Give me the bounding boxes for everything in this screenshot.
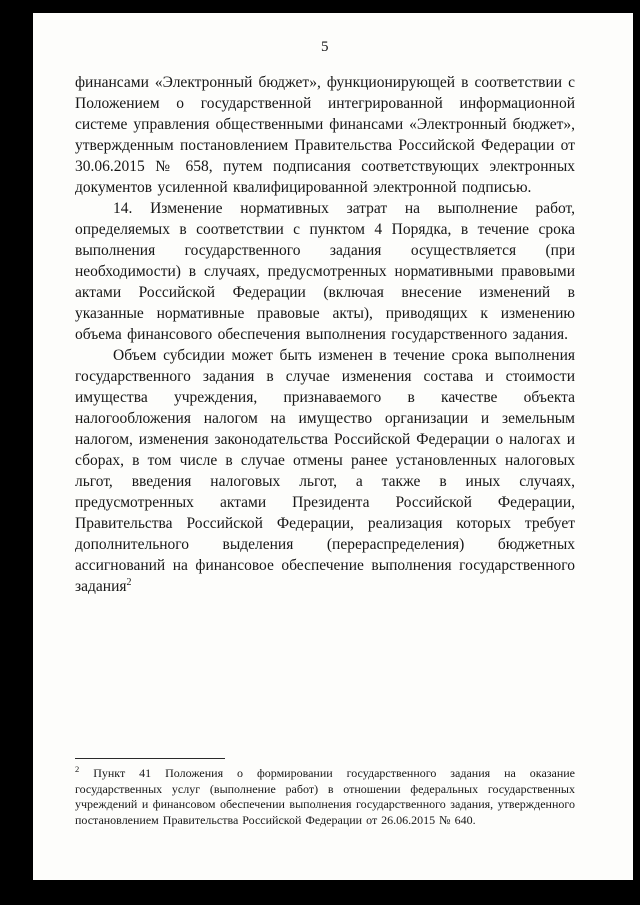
paragraph-text: Объем субсидии может быть изменен в течение срока выполнения государственного задания в случае изменения состава и стоимости имущества учреждения, признаваемого в качестве объекта налогообложения налогом на имущество организации и земельным налогом, изменения законодательства Российской Федерации о налогах и сборах, в том числе в случае отмены ранее установленных налоговых льгот, введения налоговых льгот, а также в иных случаях, предусмотренных актами Президента Российской Федерации, Правительства Российской Федерации, реализация которых требует дополнительного выделения (перераспределения) бюджетных ассигнований на финансовое обеспечение выполнения государственного задания	[75, 347, 575, 595]
paragraph-text: финансами «Электронный бюджет», функционирующей в соответствии с Положением о государственной интегрированной информационной системе управления общественными финансами «Электронный бюджет», утвержденным постановлением Правительства Российской Федерации от 30.06.2015 № 658, путем подписания соответствующих электронных документов усиленной квалифицированной электронной подписью.	[75, 74, 575, 196]
paragraph	[75, 198, 575, 345]
document-body	[75, 72, 575, 597]
document-page	[33, 13, 633, 880]
paragraph	[75, 72, 575, 198]
footnote-paragraph	[75, 766, 575, 828]
footnote	[75, 758, 575, 828]
footnote-text: Пункт 41 Положения о формировании государственного задания на оказание государственных услуг (выполнение работ) в отношении федеральных государственных учреждений и финансовом обеспечении выполнения государственного задания, утвержденного постановлением Правительства Российской Федерации от 26.06.2015 № 640.	[75, 766, 576, 827]
page-number: 5	[321, 39, 329, 55]
paragraph-text: 14. Изменение нормативных затрат на выполнение работ, определяемых в соответствии с пунктом 4 Порядка, в течение срока выполнения государственного задания осуществляется (при необходимости) в случаях, предусмотренных нормативными правовыми актами Российской Федерации (включая внесение изменений в указанные нормативные правовые акты), приводящих к изменению объема финансового обеспечения выполнения государственного задания.	[75, 200, 575, 343]
footnote-separator	[75, 758, 225, 759]
paragraph	[75, 345, 575, 597]
footnote-marker: 2	[75, 764, 80, 774]
footnote-reference: 2	[126, 576, 132, 588]
